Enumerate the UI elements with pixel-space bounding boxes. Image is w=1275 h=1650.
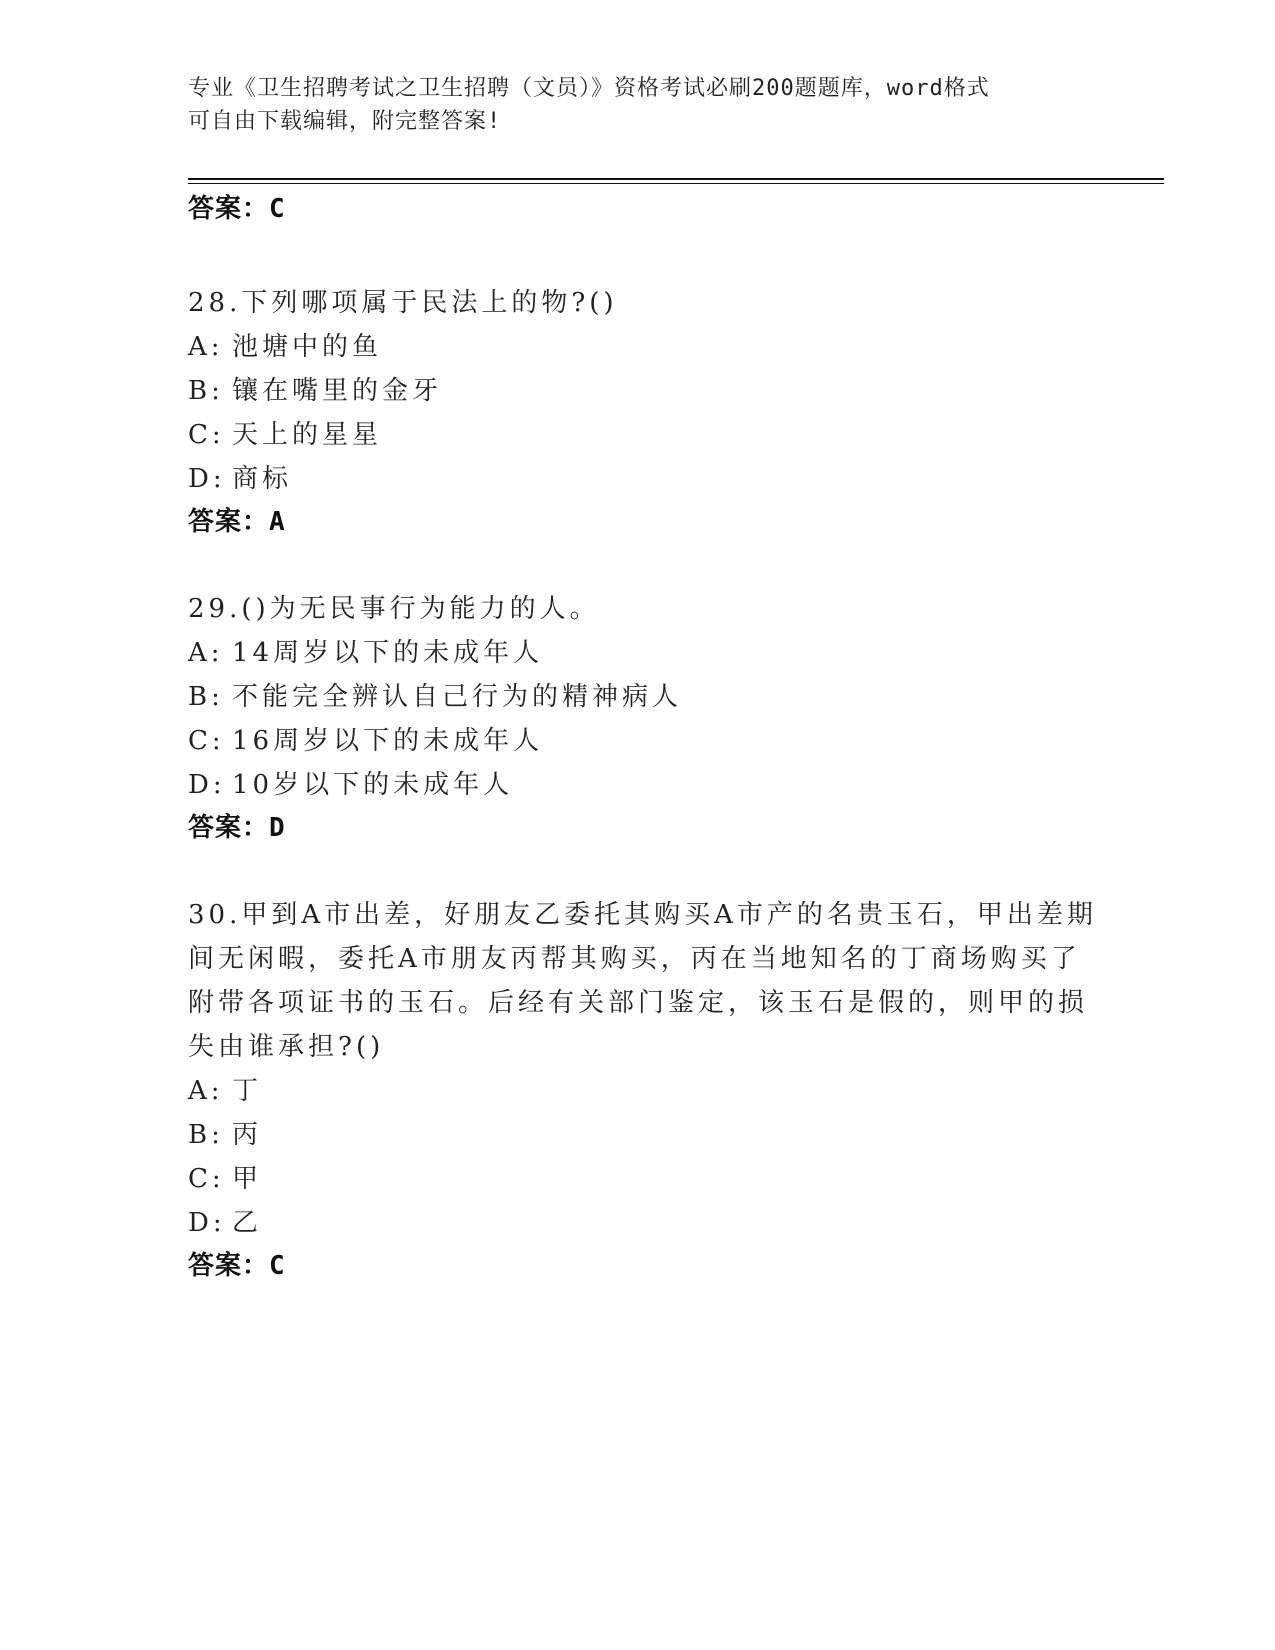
question-28-stem: 28.下列哪项属于民法上的物?(): [188, 288, 618, 318]
question-28-answer: 答案：A: [188, 507, 286, 537]
option-key: D:: [188, 464, 226, 494]
question-30-option-c: [188, 1162, 1088, 1196]
option-text: 不能完全辨认自己行为的精神病人: [232, 682, 683, 712]
question-28-option-a: [188, 330, 1088, 364]
question-30-stem-line-3: 附带各项证书的玉石。后经有关部门鉴定，该玉石是假的，则甲的损: [188, 988, 1089, 1018]
option-text: 16周岁以下的未成年人: [232, 726, 544, 756]
question-29-option-c: [188, 724, 1088, 758]
option-key: A:: [188, 332, 224, 362]
option-text: 14周岁以下的未成年人: [232, 638, 544, 668]
question-30-stem-line-4: 失由谁承担?(): [188, 1032, 385, 1062]
question-29-option-d: [188, 768, 1088, 802]
header-divider-thick: [188, 178, 1164, 180]
option-text: 天上的星星: [232, 420, 383, 450]
question-30-stem-line-1: 30.甲到A市出差，好朋友乙委托其购买A市产的名贵玉石，甲出差期: [188, 900, 1097, 930]
question-29-option-b: [188, 680, 1088, 714]
question-28-option-c: [188, 418, 1088, 452]
answer-previous-question: 答案：C: [188, 194, 286, 224]
header-title-line-1: 专业《卫生招聘考试之卫生招聘（文员）》资格考试必刷200题题库，word格式: [188, 76, 990, 101]
question-29-stem: 29.()为无民事行为能力的人。: [188, 594, 600, 624]
option-key: C:: [188, 420, 225, 450]
option-key: D:: [188, 1208, 226, 1238]
option-text: 丁: [232, 1076, 263, 1106]
document-header: [188, 72, 1088, 138]
question-30-option-d: [188, 1206, 1088, 1240]
option-text: 甲: [232, 1164, 263, 1194]
option-key: D:: [188, 770, 226, 800]
header-title-line-2: 可自由下载编辑，附完整答案!: [188, 109, 502, 134]
option-key: A:: [188, 1076, 224, 1106]
option-text: 池塘中的鱼: [232, 332, 383, 362]
question-30-option-a: [188, 1074, 1088, 1108]
question-29-answer: 答案：D: [188, 813, 286, 843]
question-29-option-a: [188, 636, 1088, 670]
option-key: B:: [188, 1120, 224, 1150]
option-key: B:: [188, 376, 224, 406]
header-divider-thin: [188, 183, 1164, 184]
question-30-option-b: [188, 1118, 1088, 1152]
option-key: B:: [188, 682, 224, 712]
option-text: 乙: [232, 1208, 263, 1238]
option-text: 10岁以下的未成年人: [232, 770, 514, 800]
option-key: C:: [188, 1164, 225, 1194]
option-text: 商标: [232, 464, 293, 494]
question-28-option-d: [188, 462, 1088, 496]
option-text: 镶在嘴里的金牙: [232, 376, 443, 406]
option-key: C:: [188, 726, 225, 756]
question-30-stem-line-2: 间无闲暇，委托A市朋友丙帮其购买，丙在当地知名的丁商场购买了: [188, 944, 1081, 974]
option-text: 丙: [232, 1120, 263, 1150]
option-key: A:: [188, 638, 224, 668]
question-28-option-b: [188, 374, 1088, 408]
question-30-answer: 答案：C: [188, 1251, 286, 1281]
